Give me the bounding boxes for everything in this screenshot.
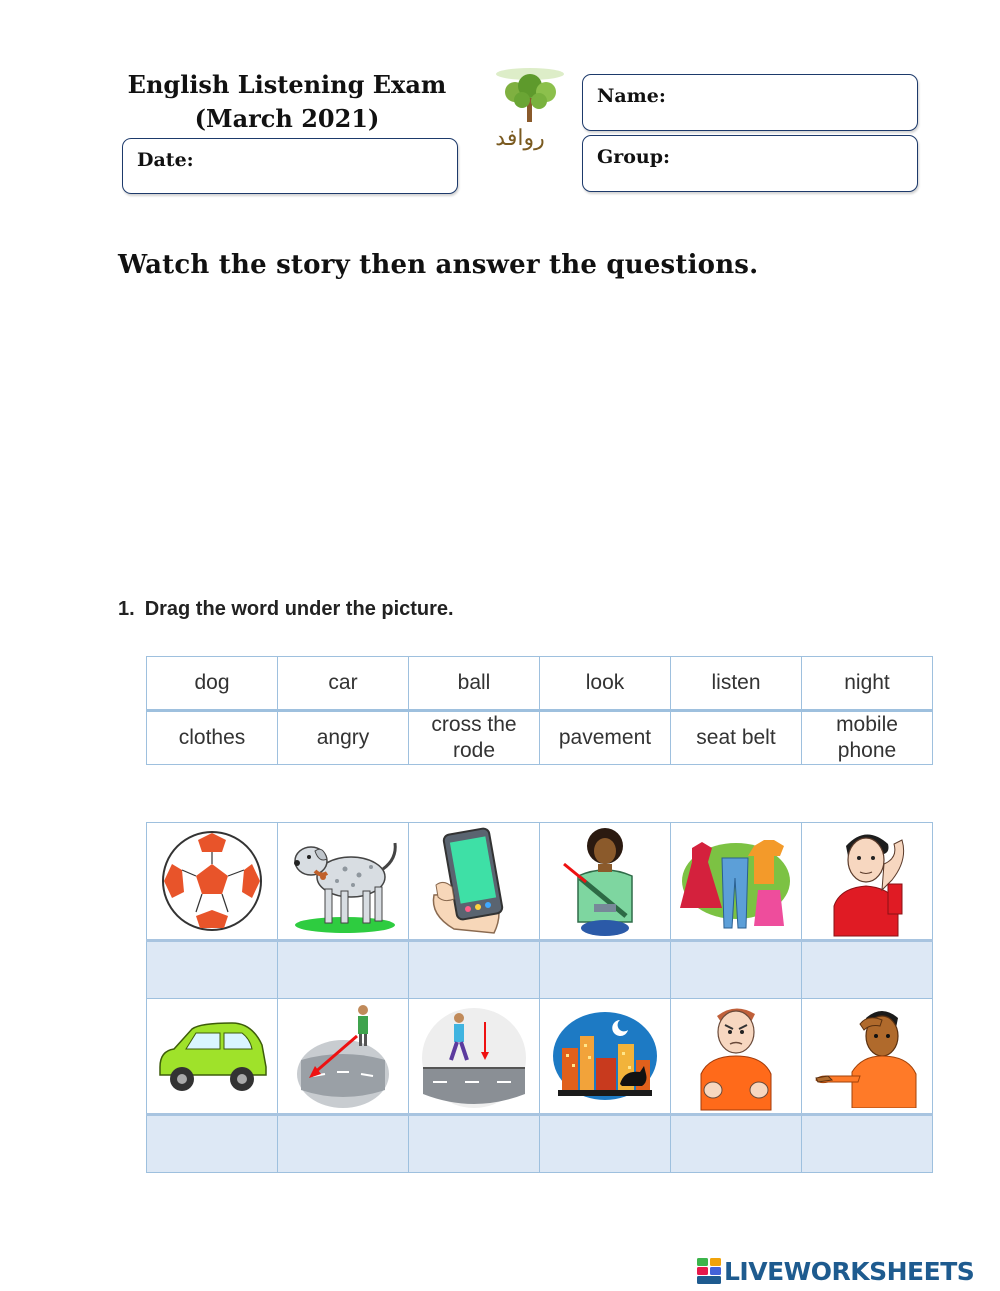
picture-cell	[540, 999, 671, 1115]
picture-cell	[409, 823, 540, 941]
word-chip[interactable]: seat belt	[671, 711, 802, 765]
picture-cell	[278, 999, 409, 1115]
picture-cell	[147, 999, 278, 1115]
drop-zone[interactable]	[802, 1115, 933, 1173]
look-icon	[812, 1004, 922, 1108]
drop-zone[interactable]	[278, 1115, 409, 1173]
clothes-icon	[678, 828, 794, 934]
drop-zone[interactable]	[671, 941, 802, 999]
liveworksheets-icon	[697, 1258, 721, 1284]
question-text: Drag the word under the picture.	[144, 598, 454, 620]
liveworksheets-logo	[697, 1256, 974, 1286]
instruction-text: Watch the story then answer the questions.	[118, 250, 759, 280]
drop-zone[interactable]	[802, 941, 933, 999]
name-box	[582, 74, 918, 131]
word-chip[interactable]: car	[278, 657, 409, 711]
drop-zone[interactable]	[540, 1115, 671, 1173]
word-chip[interactable]: cross the rode	[409, 711, 540, 765]
cross-road-icon	[419, 1002, 529, 1110]
word-bank-row	[147, 657, 933, 711]
group-label: Group:	[597, 146, 671, 168]
listen-icon	[822, 824, 912, 938]
picture-cell	[147, 823, 278, 941]
word-bank-row	[147, 711, 933, 765]
picture-cell	[802, 999, 933, 1115]
drop-zone[interactable]	[671, 1115, 802, 1173]
exam-title-line2: (March 2021)	[194, 104, 380, 133]
drop-zone[interactable]	[147, 941, 278, 999]
name-label: Name:	[597, 85, 666, 107]
tree-icon	[470, 68, 570, 128]
liveworksheets-brand: LIVEWORKSHEETS	[724, 1256, 975, 1286]
picture-cell	[409, 999, 540, 1115]
pavement-icon	[293, 1000, 393, 1112]
picture-cell	[278, 823, 409, 941]
word-chip[interactable]: angry	[278, 711, 409, 765]
school-logo	[470, 68, 578, 160]
drop-zone[interactable]	[278, 941, 409, 999]
question-1	[118, 598, 454, 621]
picture-row	[147, 999, 933, 1115]
date-box	[122, 138, 458, 194]
car-icon	[154, 1011, 270, 1101]
word-chip[interactable]: ball	[409, 657, 540, 711]
logo-text: روافد	[495, 126, 545, 151]
picture-grid	[146, 822, 933, 1173]
question-number: 1.	[118, 598, 135, 620]
picture-row	[147, 823, 933, 941]
picture-cell	[671, 823, 802, 941]
dog-icon	[285, 825, 401, 937]
group-field[interactable]	[683, 144, 905, 183]
word-chip[interactable]: pavement	[540, 711, 671, 765]
night-icon	[550, 1008, 660, 1104]
exam-title-line1: English Listening Exam	[127, 70, 447, 99]
ball-icon	[160, 826, 264, 936]
word-chip[interactable]: clothes	[147, 711, 278, 765]
picture-cell	[802, 823, 933, 941]
word-chip[interactable]: look	[540, 657, 671, 711]
word-chip[interactable]: dog	[147, 657, 278, 711]
word-bank	[146, 656, 933, 765]
name-field[interactable]	[673, 83, 905, 122]
drop-zone[interactable]	[147, 1115, 278, 1173]
word-chip[interactable]: mobile phone	[802, 711, 933, 765]
answer-row	[147, 941, 933, 999]
exam-title	[112, 68, 462, 136]
drop-zone[interactable]	[540, 941, 671, 999]
date-field[interactable]	[203, 147, 445, 185]
seat-belt-icon	[560, 824, 650, 938]
angry-icon	[693, 1000, 779, 1112]
answer-row	[147, 1115, 933, 1173]
word-chip[interactable]: night	[802, 657, 933, 711]
word-chip[interactable]: listen	[671, 657, 802, 711]
drop-zone[interactable]	[409, 941, 540, 999]
picture-cell	[540, 823, 671, 941]
mobile-phone-icon	[424, 825, 524, 937]
picture-cell	[671, 999, 802, 1115]
date-label: Date:	[137, 149, 194, 171]
drop-zone[interactable]	[409, 1115, 540, 1173]
group-box	[582, 135, 918, 192]
